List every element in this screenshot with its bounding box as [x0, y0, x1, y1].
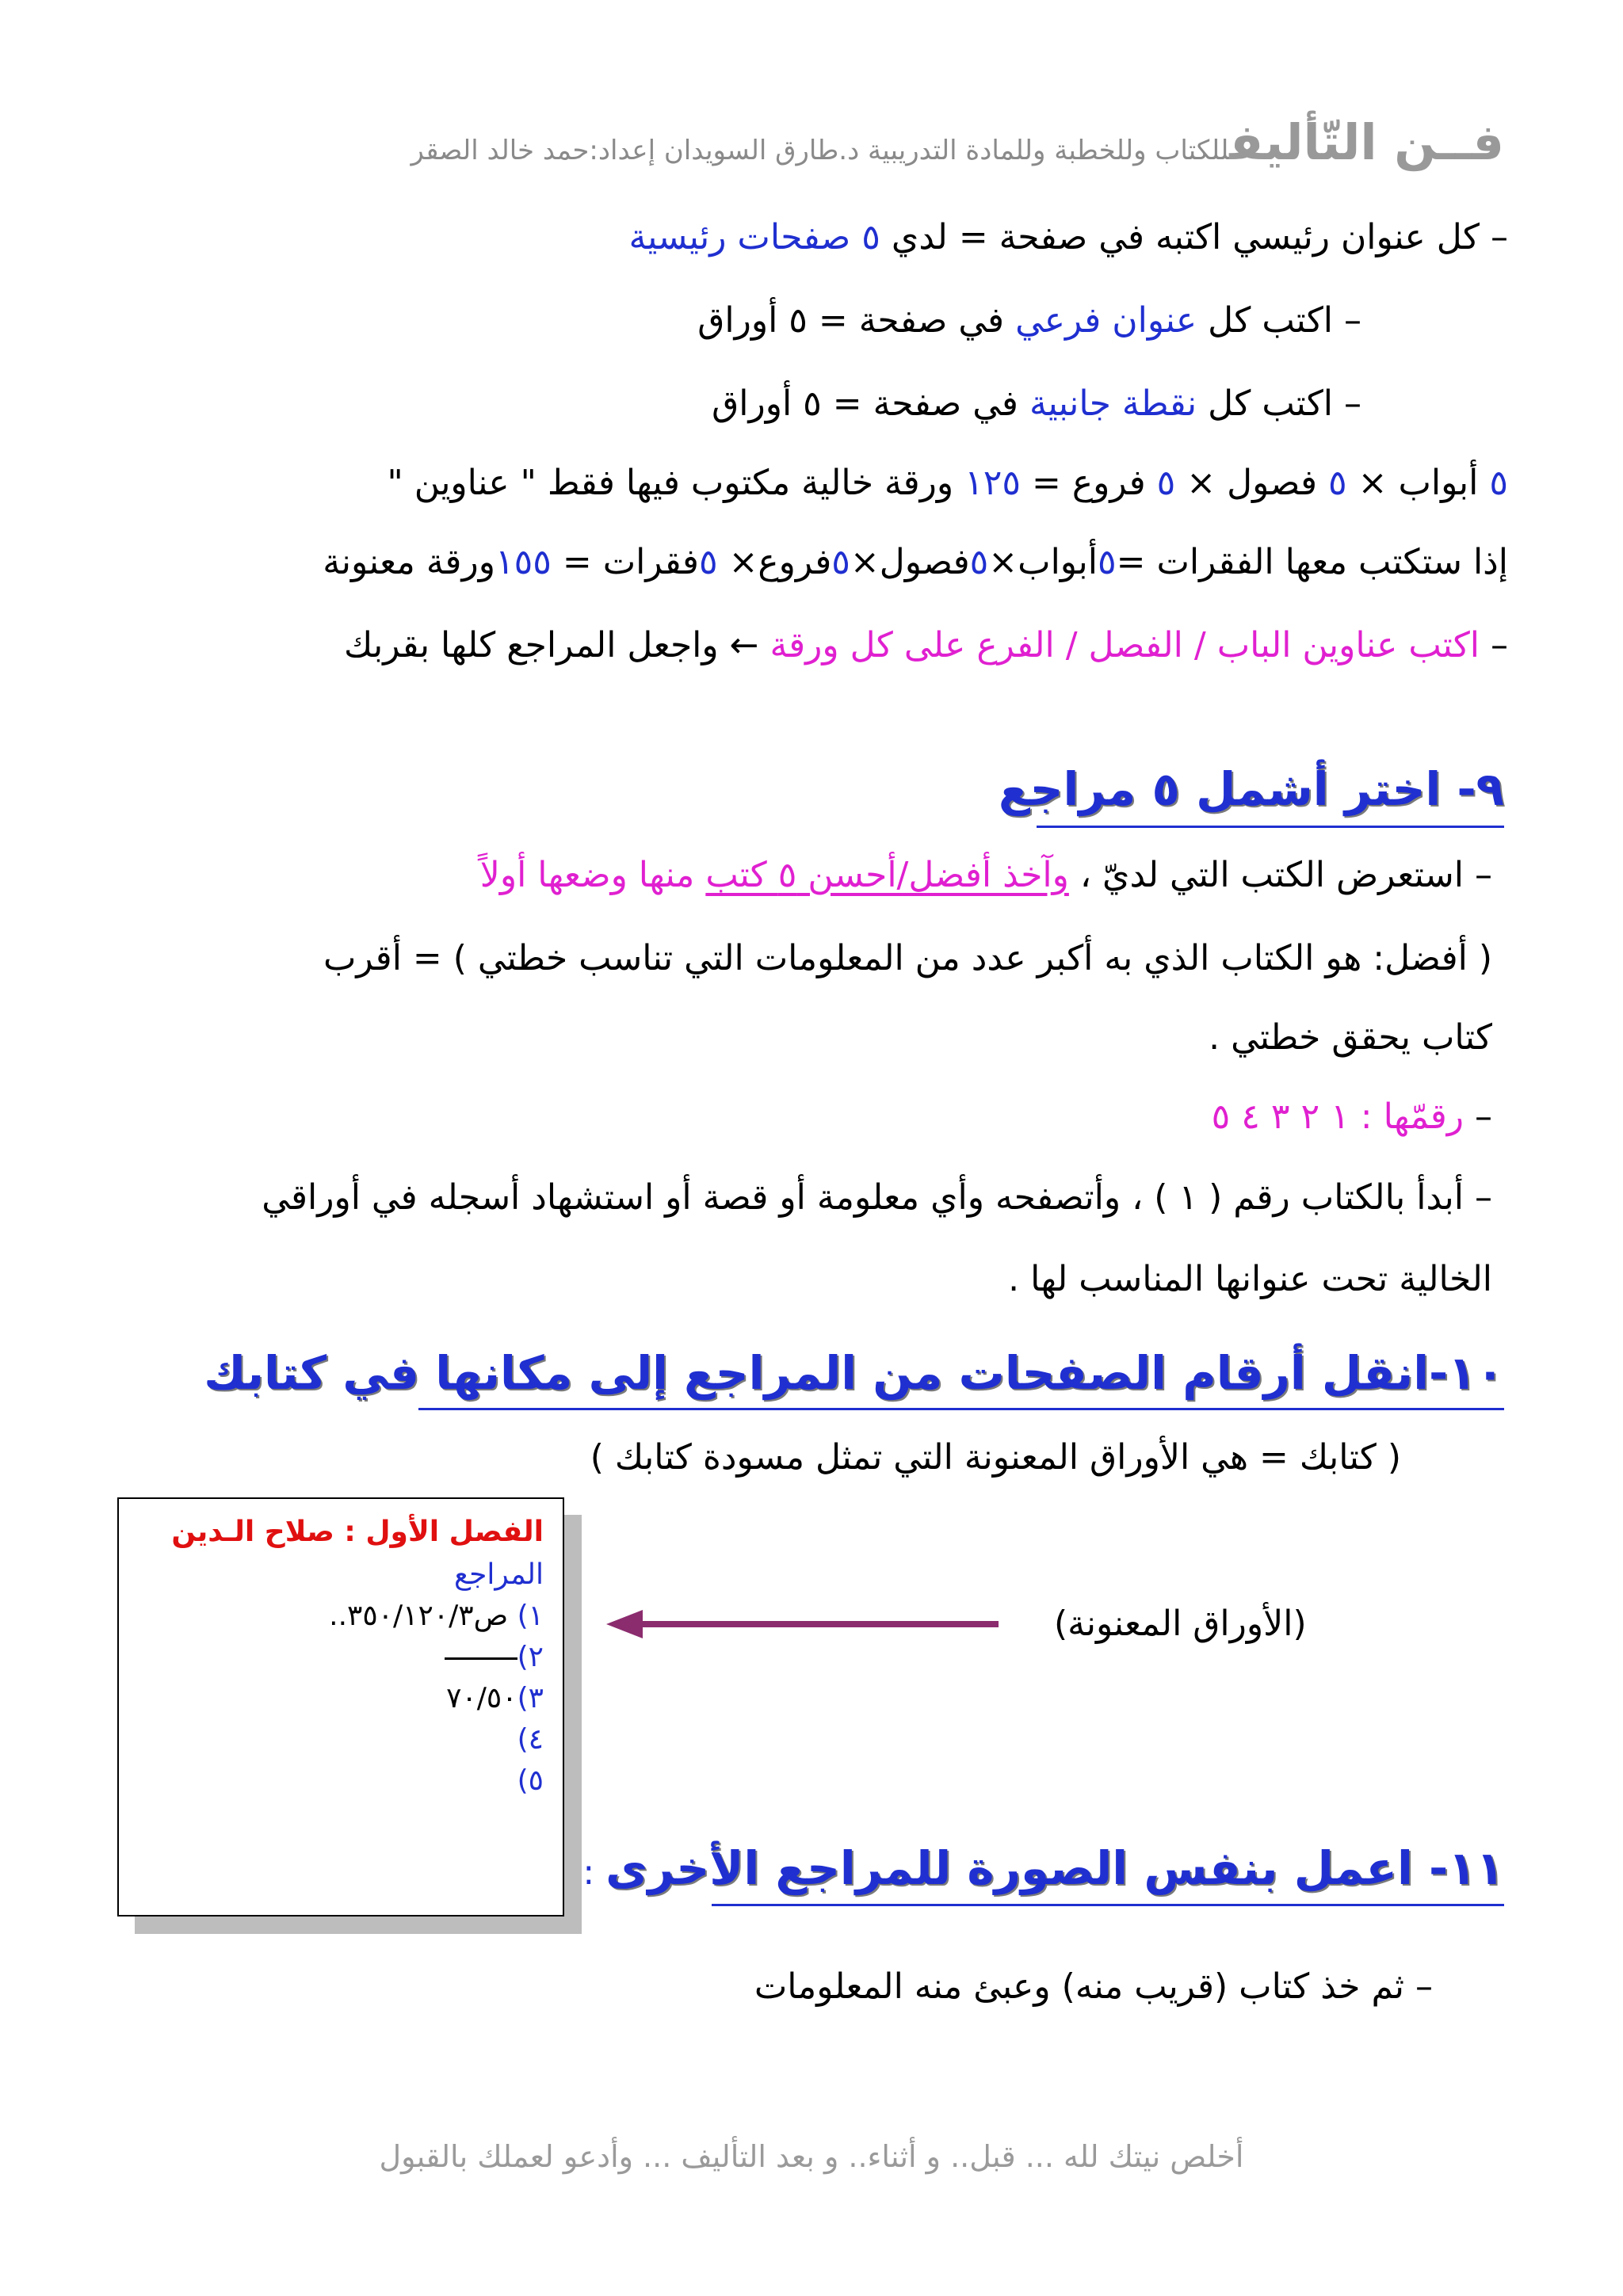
section-9-line-4: – رقمّها : ١ ٢ ٣ ٤ ٥ — [1211, 1097, 1492, 1137]
page-footer: أخلص نيتك لله ... قبل.. و أثناء.. و بعد التأليف ... وأدعو لعملك بالقبول — [379, 2139, 1244, 2174]
section-9-title: ٩- اختر أشمل ٥ مراجع — [999, 762, 1504, 816]
section-9-line-2: ( أفضل: هو الكتاب الذي به أكبر عدد من المعلومات التي تناسب خطتي ) = أقرب — [323, 938, 1492, 978]
highlight-text: ٥ صفحات رئيسية — [628, 217, 880, 257]
text-line-6: – اكتب عناوين الباب / الفصل / الفرع على كل ورقة ← واجعل المراجع كلها بقربك — [343, 625, 1508, 666]
page-header — [411, 113, 1504, 174]
text-line-1: – كل عنوان رئيسي اكتبه في صفحة = لدي ٥ صفحات رئيسية — [628, 217, 1508, 257]
section-9-line-1: – استعرض الكتب التي لديّ ، وآخذ أفضل/أحسن ٥ كتب منها وضعها أولاً — [479, 855, 1492, 895]
box-title: الفصل الأول : صلاح الـدين — [171, 1516, 544, 1548]
section-10-title: ١٠-انقل أرقام الصفحات من المراجع إلى مكانها في كتابك — [204, 1346, 1504, 1400]
section-11-colon: : — [582, 1852, 606, 1893]
box-reference-2: ٢) — [440, 1638, 544, 1676]
section-11-title: ١١- اعمل بنفس الصورة للمراجع الأخرى — [605, 1841, 1504, 1895]
text-line-3: – اكتب كل نقطة جانبية في صفحة = ٥ أوراق — [712, 383, 1361, 424]
highlight-text: رقمّها : ١ ٢ ٣ ٤ ٥ — [1211, 1097, 1464, 1137]
text-line-4: ٥ أبواب × ٥ فصول × ٥ فروع = ١٢٥ ورقة خالية مكتوب فيها فقط " عناوين " — [387, 463, 1508, 503]
section-11-line-1: – ثم خذ كتاب (قريب منه) وعبئ منه المعلومات — [754, 1966, 1433, 2007]
section-10-underline — [418, 1408, 1504, 1410]
box-reference-1: ١) ص٣٥٠/١٢٠/٣.. — [329, 1600, 544, 1632]
highlight-text: اكتب عناوين الباب / الفصل / الفرع على كل ورقة — [769, 625, 1480, 666]
highlight-text: وآخذ أفضل/أحسن ٥ كتب — [705, 855, 1069, 895]
box-reference-3: ٣)٧٠/٥٠ — [446, 1682, 544, 1714]
highlight-text: نقطة جانبية — [1029, 383, 1197, 424]
titled-pages-label: (الأوراق المعنونة) — [1054, 1604, 1307, 1644]
section-11-underline — [712, 1904, 1504, 1906]
section-10-note: ( كتابك = هي الأوراق المعنونة التي تمثل مسودة كتابك ) — [590, 1437, 1401, 1478]
section-9-line-3: كتاب يحقق خطتي . — [1209, 1017, 1492, 1058]
highlight-text: عنوان فرعي — [1015, 300, 1197, 341]
box-subtitle: المراجع — [453, 1558, 544, 1591]
box-reference-5: ٥) — [517, 1764, 544, 1797]
titled-page-box — [117, 1497, 564, 1917]
box-reference-4: ٤) — [517, 1723, 544, 1756]
header-subtitle: للكتاب وللخطبة وللمادة التدريبية د.طارق السويدان إعداد:حمد خالد الصقر — [411, 135, 1230, 166]
section-9-line-5: – أبدأ بالكتاب رقم ( ١ ) ، وأتصفحه وأي معلومة أو قصة أو استشهاد أسجله في أوراقي — [262, 1177, 1492, 1218]
header-title: فــن التّأليف — [1229, 113, 1504, 171]
left-arrow-icon — [606, 1607, 1002, 1642]
blank-line — [445, 1657, 517, 1660]
section-9-underline — [1037, 826, 1504, 828]
section-9-line-6: الخالية تحت عنوانها المناسب لها . — [1008, 1259, 1492, 1299]
text-line-5: إذا ستكتب معها الفقرات =٥أبواب×٥فصول×٥فروع× ٥فقرات = ١٥٥ورقة معنونة — [323, 542, 1508, 582]
text-line-2: – اكتب كل عنوان فرعي في صفحة = ٥ أوراق — [697, 300, 1361, 341]
section-11-heading — [582, 1838, 1504, 1898]
